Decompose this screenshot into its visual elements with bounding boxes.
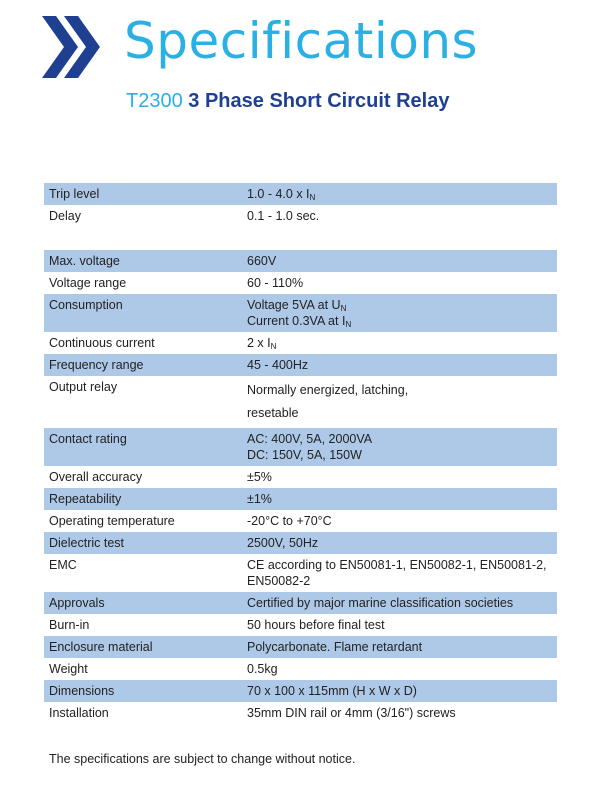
spec-row-installation — [44, 702, 557, 724]
spec-label: Delay — [49, 209, 81, 223]
footnote: The specifications are subject to change without notice. — [49, 752, 356, 766]
spec-label: EMC — [49, 558, 77, 572]
spec-value: 1.0 - 4.0 x $I_N$ — [247, 187, 316, 202]
spec-row-weight — [44, 658, 557, 680]
spec-label: Enclosure material — [49, 640, 153, 654]
spec-label: Output relay — [49, 380, 118, 394]
spec-row-continuous-current — [44, 332, 557, 354]
spec-row-enclosure-material — [44, 636, 557, 658]
spec-row-trip-level — [44, 183, 557, 205]
spec-label: Dielectric test — [49, 536, 125, 550]
spec-value: 35mm DIN rail or 4mm (3/16") screws — [247, 706, 456, 720]
spec-row-delay — [44, 205, 557, 227]
double-chevron-right-icon — [40, 14, 102, 80]
page-title: Specifications — [124, 12, 479, 70]
spec-value: 2500V, 50Hz — [247, 536, 319, 550]
spec-label: Approvals — [49, 596, 105, 610]
spec-value: 2 x $I_N$ — [247, 336, 277, 351]
spec-value: 0.1 - 1.0 sec. — [247, 209, 320, 223]
spec-table — [44, 183, 557, 724]
model-number: T2300 — [126, 90, 183, 112]
spec-row-dielectric-test — [44, 532, 557, 554]
spec-row-frequency-range — [44, 354, 557, 376]
spec-value: Voltage 5VA at $U_N$ Current 0.3VA at $I_N$ — [247, 298, 352, 329]
spec-value: 70 x 100 x 115mm (H x W x D) — [247, 684, 417, 698]
spec-label: Installation — [49, 706, 109, 720]
spec-value: 50 hours before final test — [247, 618, 385, 632]
spec-row-overall-accuracy — [44, 466, 557, 488]
spec-label: Contact rating — [49, 432, 127, 446]
spec-value: 60 - 110% — [247, 276, 304, 290]
spec-row-consumption — [44, 294, 557, 332]
spec-value: -20°C to +70°C — [247, 514, 332, 528]
spec-label: Weight — [49, 662, 88, 676]
spec-label: Dimensions — [49, 684, 115, 698]
spec-value: ±5% — [247, 470, 272, 484]
spec-label: Continuous current — [49, 336, 155, 350]
spec-value: Certified by major marine classification societies — [247, 596, 514, 610]
spec-value: 0.5kg — [247, 662, 278, 676]
spec-label: Max. voltage — [49, 254, 120, 268]
spec-label: Operating temperature — [49, 514, 175, 528]
spec-row-approvals — [44, 592, 557, 614]
header — [0, 0, 600, 130]
spec-label: Repeatability — [49, 492, 122, 506]
spec-value: AC: 400V, 5A, 2000VA DC: 150V, 5A, 150W — [247, 432, 373, 462]
product-name: 3 Phase Short Circuit Relay — [182, 90, 450, 112]
spec-row-dimensions — [44, 680, 557, 702]
spacer-row — [44, 227, 557, 250]
spec-row-output-relay — [44, 376, 557, 428]
spec-value: 45 - 400Hz — [247, 358, 309, 372]
spec-value: Polycarbonate. Flame retardant — [247, 640, 423, 654]
spec-value: ±1% — [247, 492, 272, 506]
spec-label: Frequency range — [49, 358, 144, 372]
page-subtitle — [126, 90, 449, 113]
spec-row-emc — [44, 554, 557, 592]
spec-label: Trip level — [49, 187, 100, 201]
spec-row-burn-in — [44, 614, 557, 636]
spec-value: Normally energized, latching, resetable — [247, 383, 409, 420]
spec-label: Voltage range — [49, 276, 127, 290]
spec-label: Burn-in — [49, 618, 90, 632]
spec-value: CE according to EN50081-1, EN50082-1, EN50081-2, EN50082-2 — [247, 558, 547, 588]
spec-row-max-voltage — [44, 250, 557, 272]
spec-row-operating-temperature — [44, 510, 557, 532]
spec-row-voltage-range — [44, 272, 557, 294]
spec-label: Consumption — [49, 298, 123, 312]
spec-label: Overall accuracy — [49, 470, 143, 484]
spec-row-contact-rating — [44, 428, 557, 466]
spec-value: 660V — [247, 254, 277, 268]
spec-row-repeatability — [44, 488, 557, 510]
